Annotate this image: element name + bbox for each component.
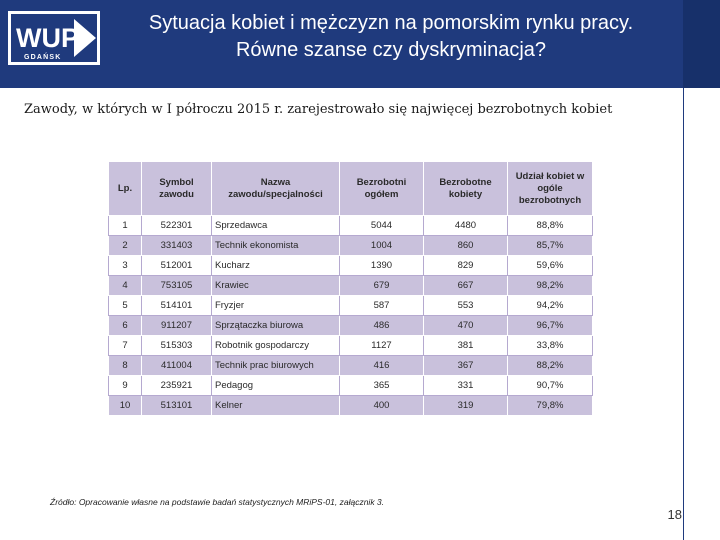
data-table (108, 161, 593, 416)
cell-name: Kelner (212, 396, 340, 416)
table-header-row (109, 162, 593, 216)
cell-women: 829 (424, 256, 508, 276)
table-row (109, 356, 593, 376)
cell-share: 88,2% (508, 356, 593, 376)
cell-share: 90,7% (508, 376, 593, 396)
cell-women: 331 (424, 376, 508, 396)
cell-symbol: 753105 (142, 276, 212, 296)
cell-lp: 7 (109, 336, 142, 356)
cell-name: Technik ekonomista (212, 236, 340, 256)
cell-total: 5044 (340, 216, 424, 236)
title-line-2: Równe szanse czy dyskryminacja? (235, 39, 547, 61)
col-header-unemployed-total: Bezrobotni ogółem (340, 162, 424, 216)
cell-women: 667 (424, 276, 508, 296)
cell-share: 59,6% (508, 256, 593, 276)
cell-share: 94,2% (508, 296, 593, 316)
right-edge-line (683, 88, 684, 540)
table-row (109, 276, 593, 296)
cell-lp: 2 (109, 236, 142, 256)
col-header-unemployed-women: Bezrobotne kobiety (424, 162, 508, 216)
cell-symbol: 411004 (142, 356, 212, 376)
data-table-container (108, 161, 592, 416)
table-row (109, 336, 593, 356)
cell-name: Krawiec (212, 276, 340, 296)
cell-total: 400 (340, 396, 424, 416)
cell-symbol: 331403 (142, 236, 212, 256)
source-note: Źródło: Opracowanie własne na podstawie badań statystycznych MRiPS-01, załącznik 3. (50, 497, 385, 507)
cell-lp: 1 (109, 216, 142, 236)
cell-share: 88,8% (508, 216, 593, 236)
col-header-women-share: Udział kobiet w ogóle bezrobotnych (508, 162, 593, 216)
cell-name: Technik prac biurowych (212, 356, 340, 376)
cell-name: Fryzjer (212, 296, 340, 316)
table-row (109, 236, 593, 256)
table-row (109, 396, 593, 416)
cell-total: 1127 (340, 336, 424, 356)
cell-women: 470 (424, 316, 508, 336)
cell-lp: 3 (109, 256, 142, 276)
cell-symbol: 513101 (142, 396, 212, 416)
cell-share: 96,7% (508, 316, 593, 336)
table-row (109, 316, 593, 336)
cell-total: 679 (340, 276, 424, 296)
page-title (110, 10, 672, 64)
cell-total: 587 (340, 296, 424, 316)
cell-women: 553 (424, 296, 508, 316)
cell-women: 860 (424, 236, 508, 256)
cell-total: 416 (340, 356, 424, 376)
cell-symbol: 522301 (142, 216, 212, 236)
table-row (109, 216, 593, 236)
cell-women: 381 (424, 336, 508, 356)
logo-subtext: GDAŃSK (24, 54, 62, 61)
cell-share: 79,8% (508, 396, 593, 416)
cell-lp: 6 (109, 316, 142, 336)
table-row (109, 296, 593, 316)
cell-symbol: 514101 (142, 296, 212, 316)
cell-name: Pedagog (212, 376, 340, 396)
title-line-1: Sytuacja kobiet i mężczyzn na pomorskim rynku pracy. (148, 12, 634, 34)
cell-total: 365 (340, 376, 424, 396)
cell-symbol: 911207 (142, 316, 212, 336)
header-right-block (683, 0, 720, 88)
cell-lp: 10 (109, 396, 142, 416)
cell-total: 486 (340, 316, 424, 336)
cell-lp: 9 (109, 376, 142, 396)
cell-symbol: 235921 (142, 376, 212, 396)
page-number: 18 (667, 507, 682, 522)
cell-symbol: 515303 (142, 336, 212, 356)
cell-share: 85,7% (508, 236, 593, 256)
cell-symbol: 512001 (142, 256, 212, 276)
col-header-lp: Lp. (109, 162, 142, 216)
cell-women: 4480 (424, 216, 508, 236)
cell-women: 319 (424, 396, 508, 416)
cell-total: 1390 (340, 256, 424, 276)
col-header-name: Nazwa zawodu/specjalności (212, 162, 340, 216)
cell-share: 33,8% (508, 336, 593, 356)
cell-name: Robotnik gospodarczy (212, 336, 340, 356)
logo-text: WUP (16, 23, 79, 53)
cell-share: 98,2% (508, 276, 593, 296)
cell-women: 367 (424, 356, 508, 376)
cell-name: Sprzedawca (212, 216, 340, 236)
cell-name: Sprzątaczka biurowa (212, 316, 340, 336)
cell-lp: 8 (109, 356, 142, 376)
cell-lp: 5 (109, 296, 142, 316)
col-header-symbol: Symbol zawodu (142, 162, 212, 216)
table-row (109, 376, 593, 396)
cell-name: Kucharz (212, 256, 340, 276)
wup-logo (8, 11, 100, 65)
cell-lp: 4 (109, 276, 142, 296)
table-caption: Zawody, w których w I półroczu 2015 r. zarejestrowało się najwięcej bezrobotnych kobiet (24, 102, 613, 117)
cell-total: 1004 (340, 236, 424, 256)
table-row (109, 256, 593, 276)
header-bar (0, 0, 720, 88)
